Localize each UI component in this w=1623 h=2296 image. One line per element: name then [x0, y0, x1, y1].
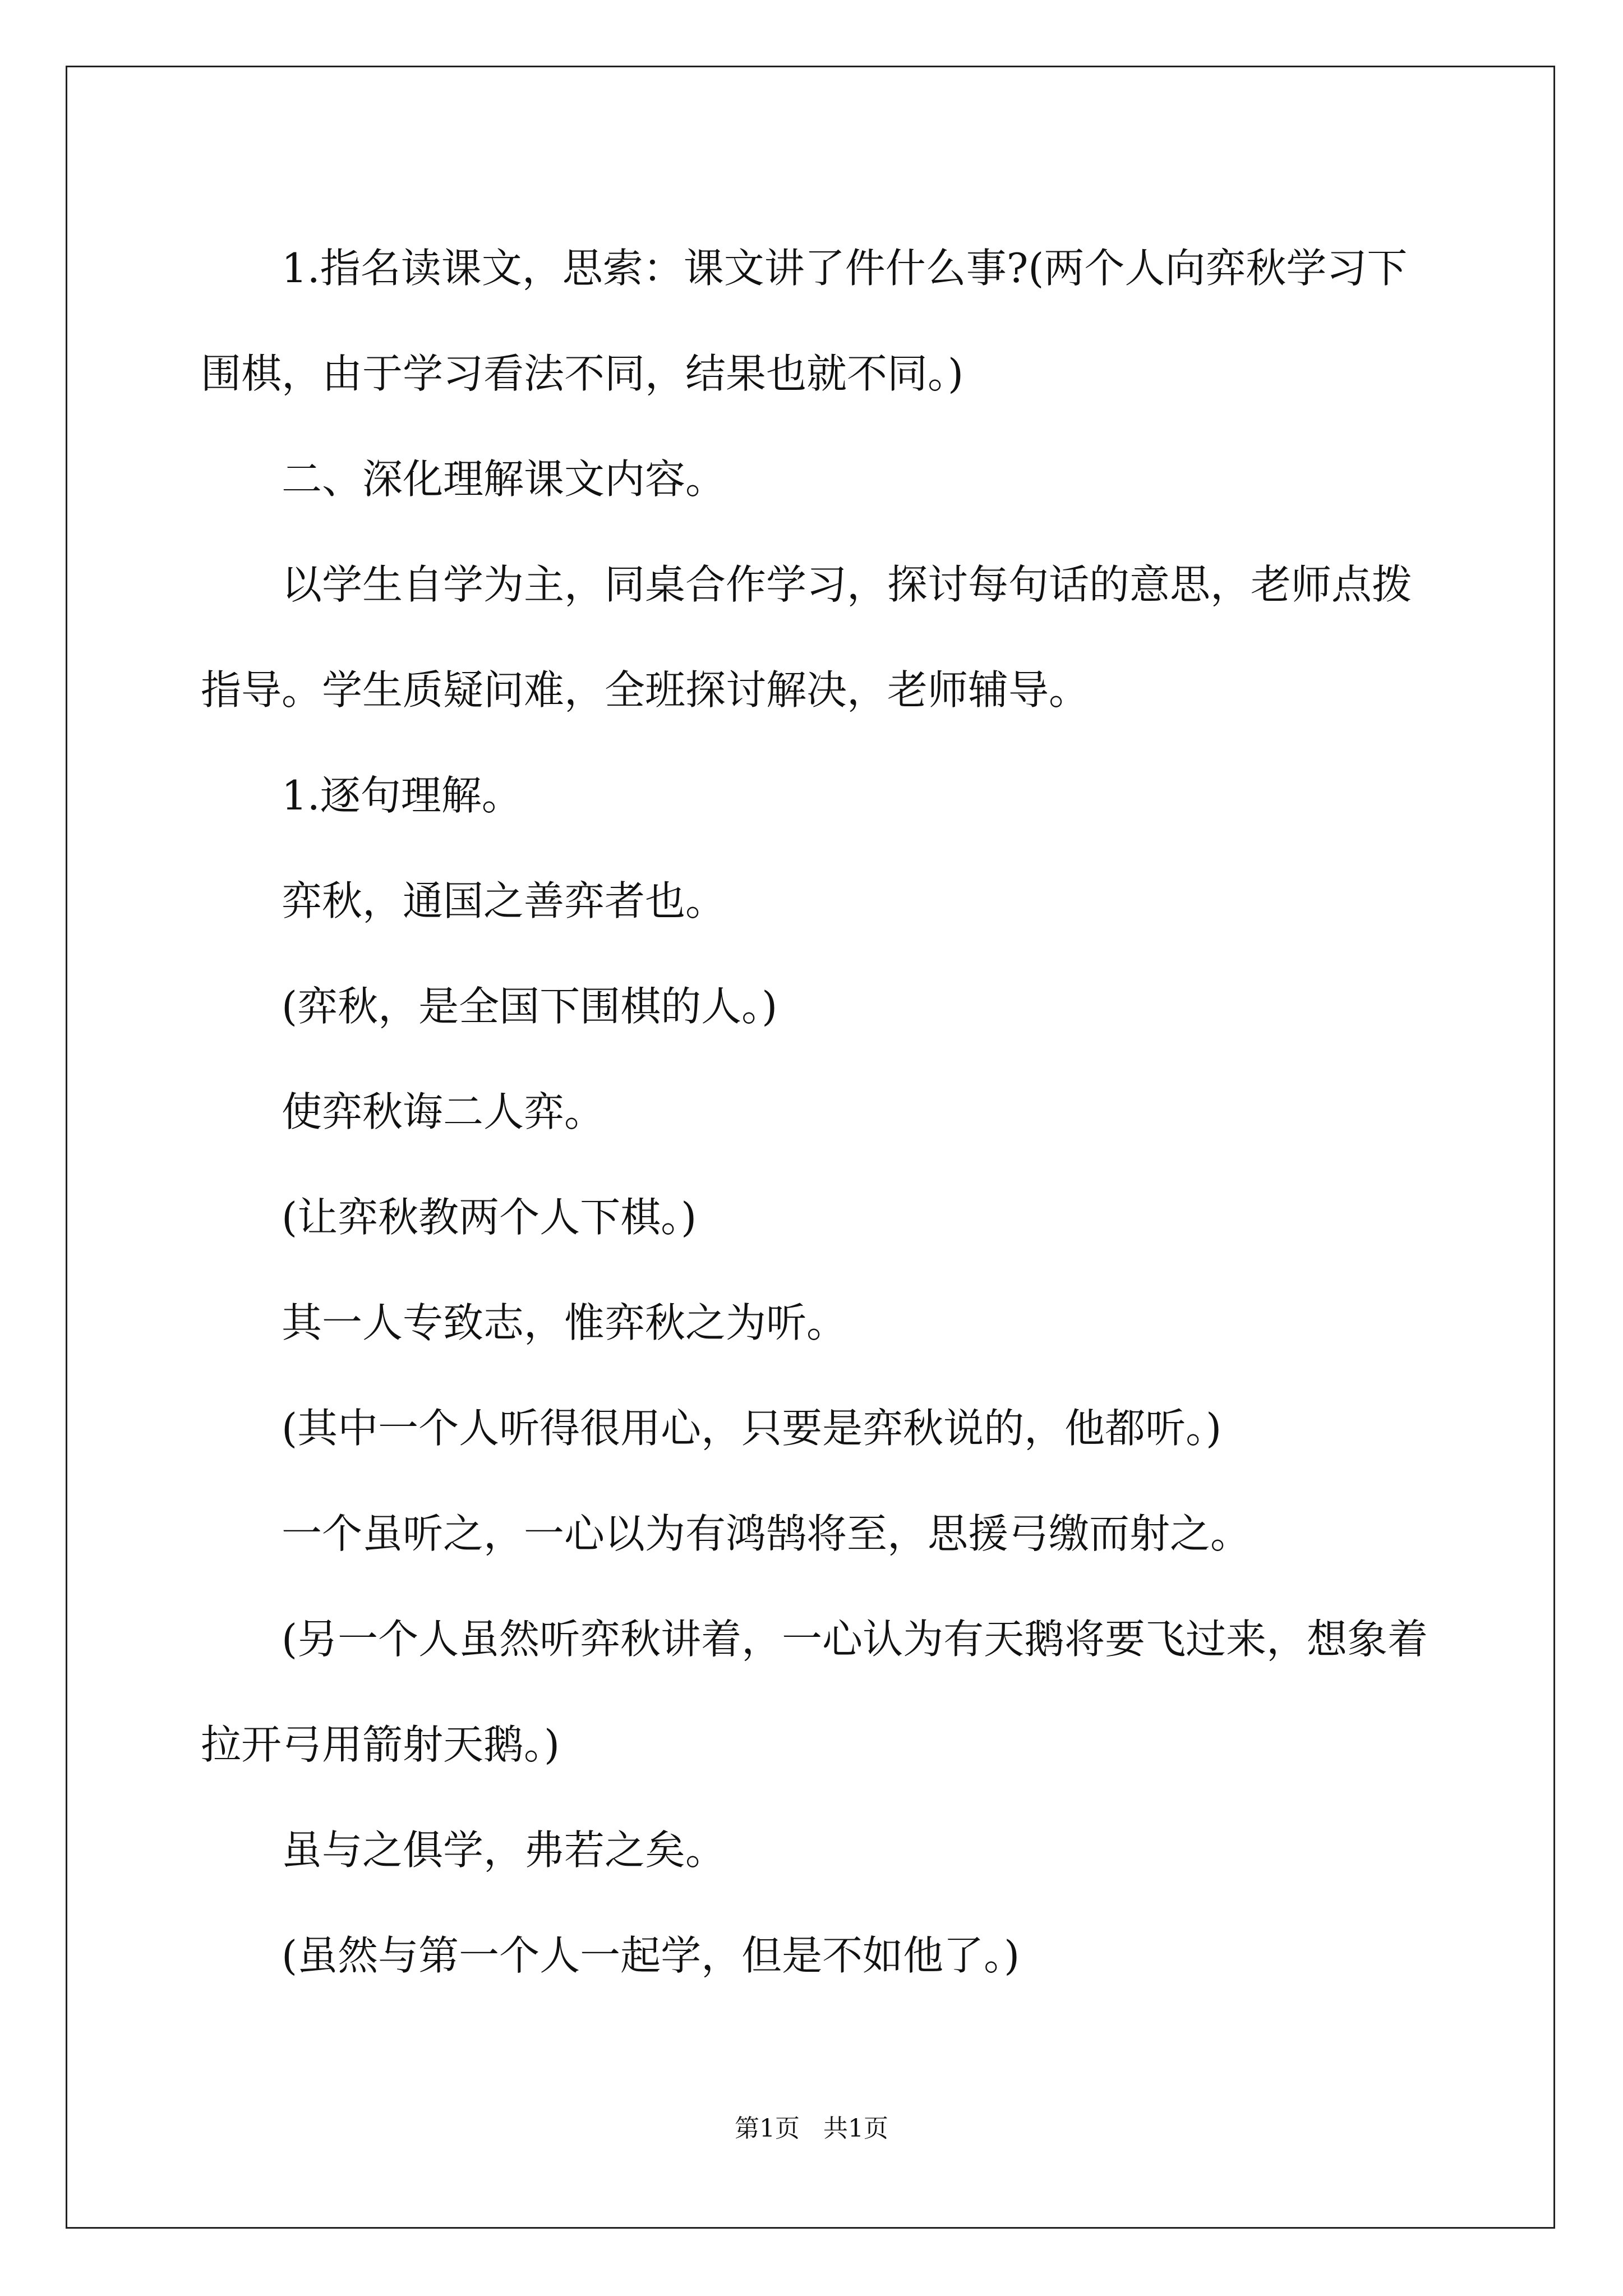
paragraph-1-continued: 围棋，由于学习看法不同，结果也就不同。): [201, 350, 964, 397]
paragraph-1: 1.指名读课文，思索：课文讲了件什么事?(两个人向弈秋学习下: [282, 245, 1408, 292]
translation-line-4: (另一个人虽然听弈秋讲着，一心认为有天鹅将要飞过来，想象着: [282, 1616, 1428, 1663]
translation-line-2: (让弈秋教两个人下棋。): [282, 1194, 697, 1241]
paragraph-2-continued: 指导。学生质疑问难，全班探讨解决，老师辅导。: [201, 666, 1090, 714]
paragraph-2: 以学生自学为主，同桌合作学习，探讨每句话的意思，老师点拨: [282, 561, 1413, 608]
subheading-sentence-by-sentence: 1.逐句理解。: [282, 772, 522, 819]
document-body: [201, 215, 1429, 2008]
classical-line-3: 其一人专致志，惟弈秋之为听。: [282, 1299, 847, 1346]
translation-line-1: (弈秋，是全国下围棋的人。): [282, 983, 778, 1030]
classical-line-5: 虽与之俱学，弗若之矣。: [282, 1826, 726, 1874]
classical-line-1: 弈秋，通国之善弈者也。: [282, 877, 726, 924]
translation-line-4-continued: 拉开弓用箭射天鹅。): [201, 1721, 560, 1768]
page-number-current: 第1页: [735, 2114, 800, 2143]
translation-line-5: (虽然与第一个人一起学，但是不如他了。): [282, 1932, 1020, 1979]
classical-line-4: 一个虽听之，一心以为有鸿鹄将至，思援弓缴而射之。: [282, 1510, 1251, 1557]
page-number-total: 共1页: [823, 2114, 888, 2143]
section-heading-2: 二、深化理解课文内容。: [282, 455, 726, 503]
translation-line-3: (其中一个人听得很用心，只要是弈秋说的，他都听。): [282, 1405, 1222, 1452]
classical-line-2: 使弈秋诲二人弈。: [282, 1088, 605, 1135]
page-footer: [0, 2112, 1623, 2146]
